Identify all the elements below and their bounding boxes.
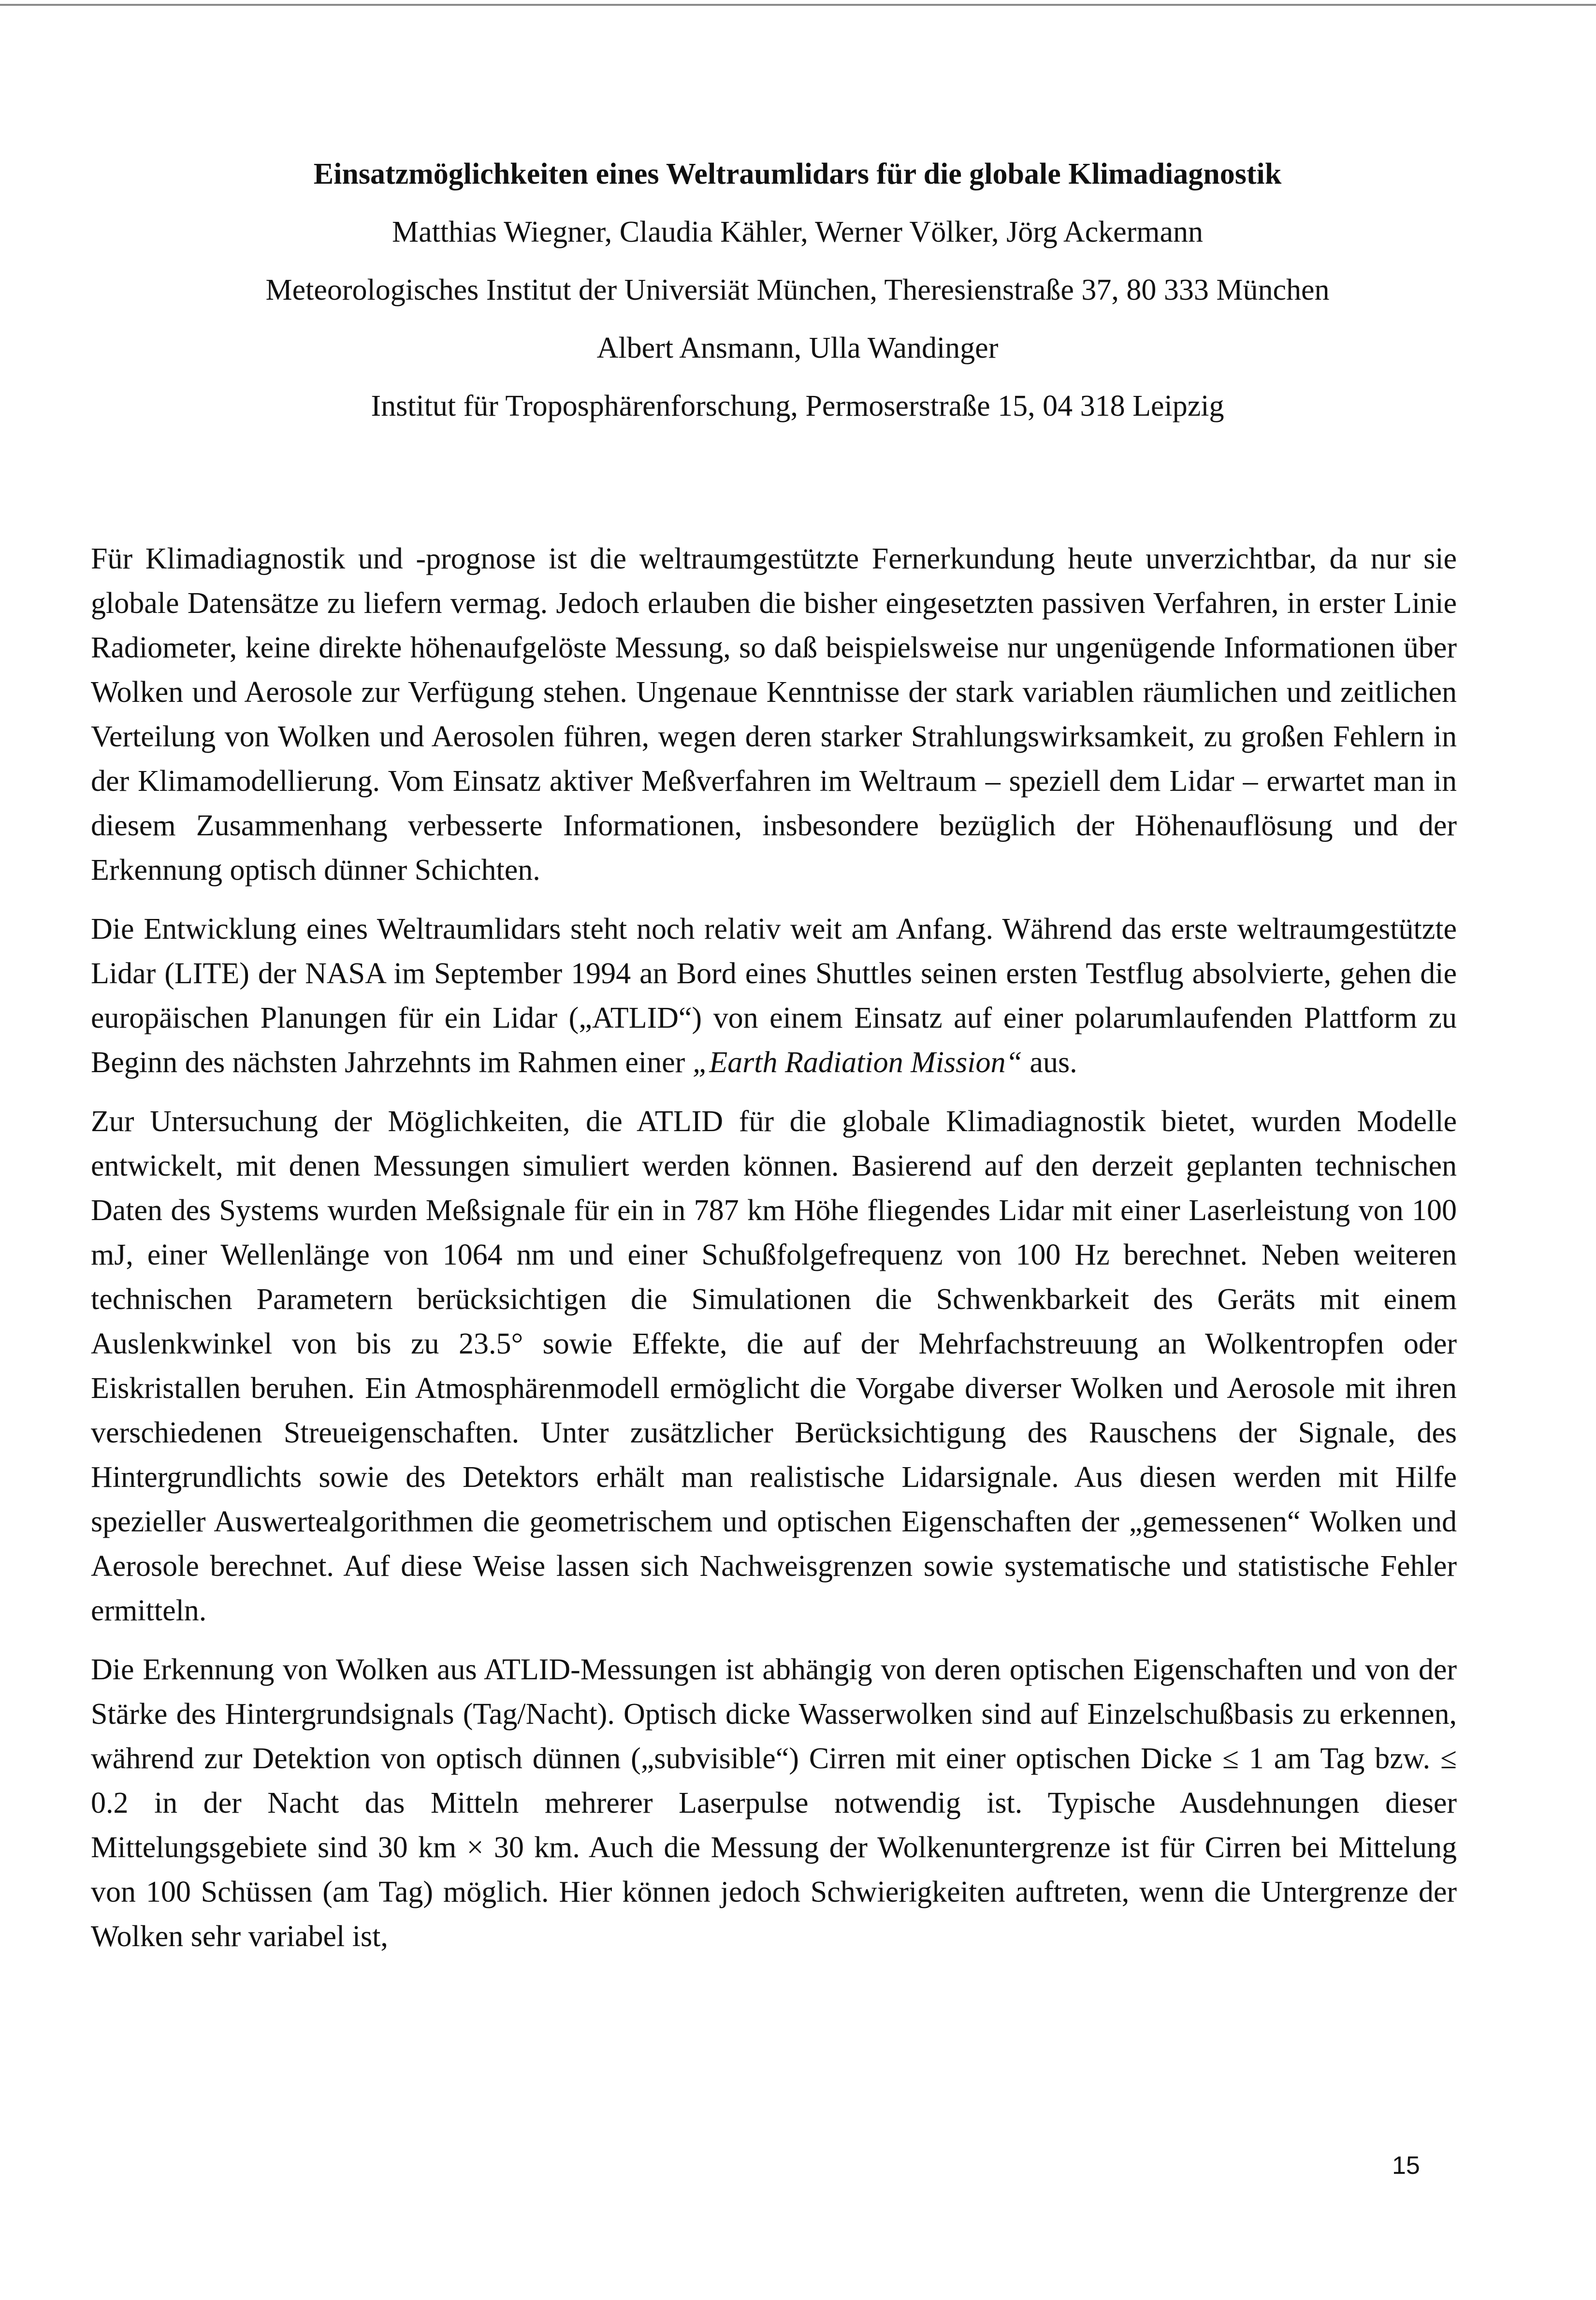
author-list-1: Matthias Wiegner, Claudia Kähler, Werner Völker, Jörg Ackermann: [392, 216, 1204, 248]
paragraph-1: Für Klimadiagnostik und -prognose ist die weltraumgestützte Fernerkundung heute unverzichtbar, da nur sie globale Datensätze zu liefern vermag. Jedoch erlauben die bisher eingesetzten passiven Verfahren, in erster Linie Radiometer, keine direkte höhenaufgelöste Messung, so daß beispielsweise nur ungenügende Informationen über Wolken und Aerosole zur Verfügung stehen. Ungenaue Kenntnisse der stark variablen räumlichen und zeitlichen Verteilung von Wolken und Aerosolen führen, wegen deren starker Strahlungswirksamkeit, zu großen Fehlern in der Klimamodellierung. Vom Einsatz aktiver Meßverfahren im Weltraum – speziell dem Lidar – erwartet man in diesem Zusammenhang verbesserte Informationen, insbesondere bezüglich der Höhenauflösung und der Erkennung optisch dünner Schichten.: [91, 542, 1457, 887]
paragraph-2-emphasis: „Earth Radiation Mission“: [692, 1046, 1022, 1079]
affiliation-1: Meteorologisches Institut der Universiät München, Theresienstraße 37, 80 333 München: [265, 274, 1330, 306]
paragraph-3: Zur Untersuchung der Möglichkeiten, die ATLID für die globale Klimadiagnostik bietet, wurden Modelle entwickelt, mit denen Messungen simuliert werden können. Basierend auf den derzeit geplanten technischen Daten des Systems wurden Meßsignale für ein in 787 km Höhe fliegendes Lidar mit einer Laserleistung von 100 mJ, einer Wellenlänge von 1064 nm und einer Schußfolgefrequenz von 100 Hz berechnet. Neben weiteren technischen Parametern berücksichtigen die Simulationen die Schwenkbarkeit des Geräts mit einem Auslenkwinkel von bis zu 23.5° sowie Effekte, die auf der Mehrfachstreuung an Wolkentropfen oder Eiskristallen beruhen. Ein Atmosphärenmodell ermöglicht die Vorgabe diverser Wolken und Aerosole mit ihren verschiedenen Streueigenschaften. Unter zusätzlicher Berücksichtigung des Rauschens der Signale, des Hintergrundlichts sowie des Detektors erhält man realistische Lidarsignale. Aus diesen werden mit Hilfe spezieller Auswertealgorithmen die geometrischem und optischen Eigenschaften der „gemessenen“ Wolken und Aerosole berechnet. Auf diese Weise lassen sich Nachweisgrenzen sowie systematische und statistische Fehler ermitteln.: [91, 1105, 1457, 1627]
paragraph-2-start: Die Entwicklung eines Weltraumlidars steht noch relativ weit am Anfang. Während das erste weltraumgestützte Lidar (LITE) der NASA im September 1994 an Bord eines Shuttles seinen ersten Testflug absolvierte, gehen die europäischen Planungen für ein Lidar („ATLID“) von einem Einsatz auf einer polarumlaufenden Plattform zu Beginn des nächsten Jahrzehnts im Rahmen einer: [91, 913, 1457, 1079]
paragraph-2: [91, 907, 1457, 1085]
paragraph-2-end: aus.: [1022, 1046, 1077, 1079]
top-border-line: [0, 4, 1596, 6]
paper-title: Einsatzmöglichkeiten eines Weltraumlidars für die globale Klimadiagnostik: [313, 158, 1282, 190]
paragraph-4: Die Erkennung von Wolken aus ATLID-Messungen ist abhängig von deren optischen Eigenschaften und von der Stärke des Hintergrundsignals (Tag/Nacht). Optisch dicke Wasserwolken sind auf Einzelschußbasis zu erkennen, während zur Detektion von optisch dünnen („subvisible“) Cirren mit einer optischen Dicke ≤ 1 am Tag bzw. ≤ 0.2 in der Nacht das Mitteln mehrerer Laserpulse notwendig ist. Typische Ausdehnungen dieser Mittelungsgebiete sind 30 km × 30 km. Auch die Messung der Wolkenuntergrenze ist für Cirren bei Mittelung von 100 Schüssen (am Tag) möglich. Hier können jedoch Schwierigkeiten auftreten, wenn die Untergrenze der Wolken sehr variabel ist,: [91, 1653, 1457, 1953]
author-list-2: Albert Ansmann, Ulla Wandinger: [596, 332, 999, 364]
page-number: 15: [1392, 2152, 1420, 2180]
affiliation-2: Institut für Troposphärenforschung, Permoserstraße 15, 04 318 Leipzig: [371, 390, 1224, 422]
paper-header: [97, 145, 1498, 435]
body-text: [91, 537, 1457, 1973]
